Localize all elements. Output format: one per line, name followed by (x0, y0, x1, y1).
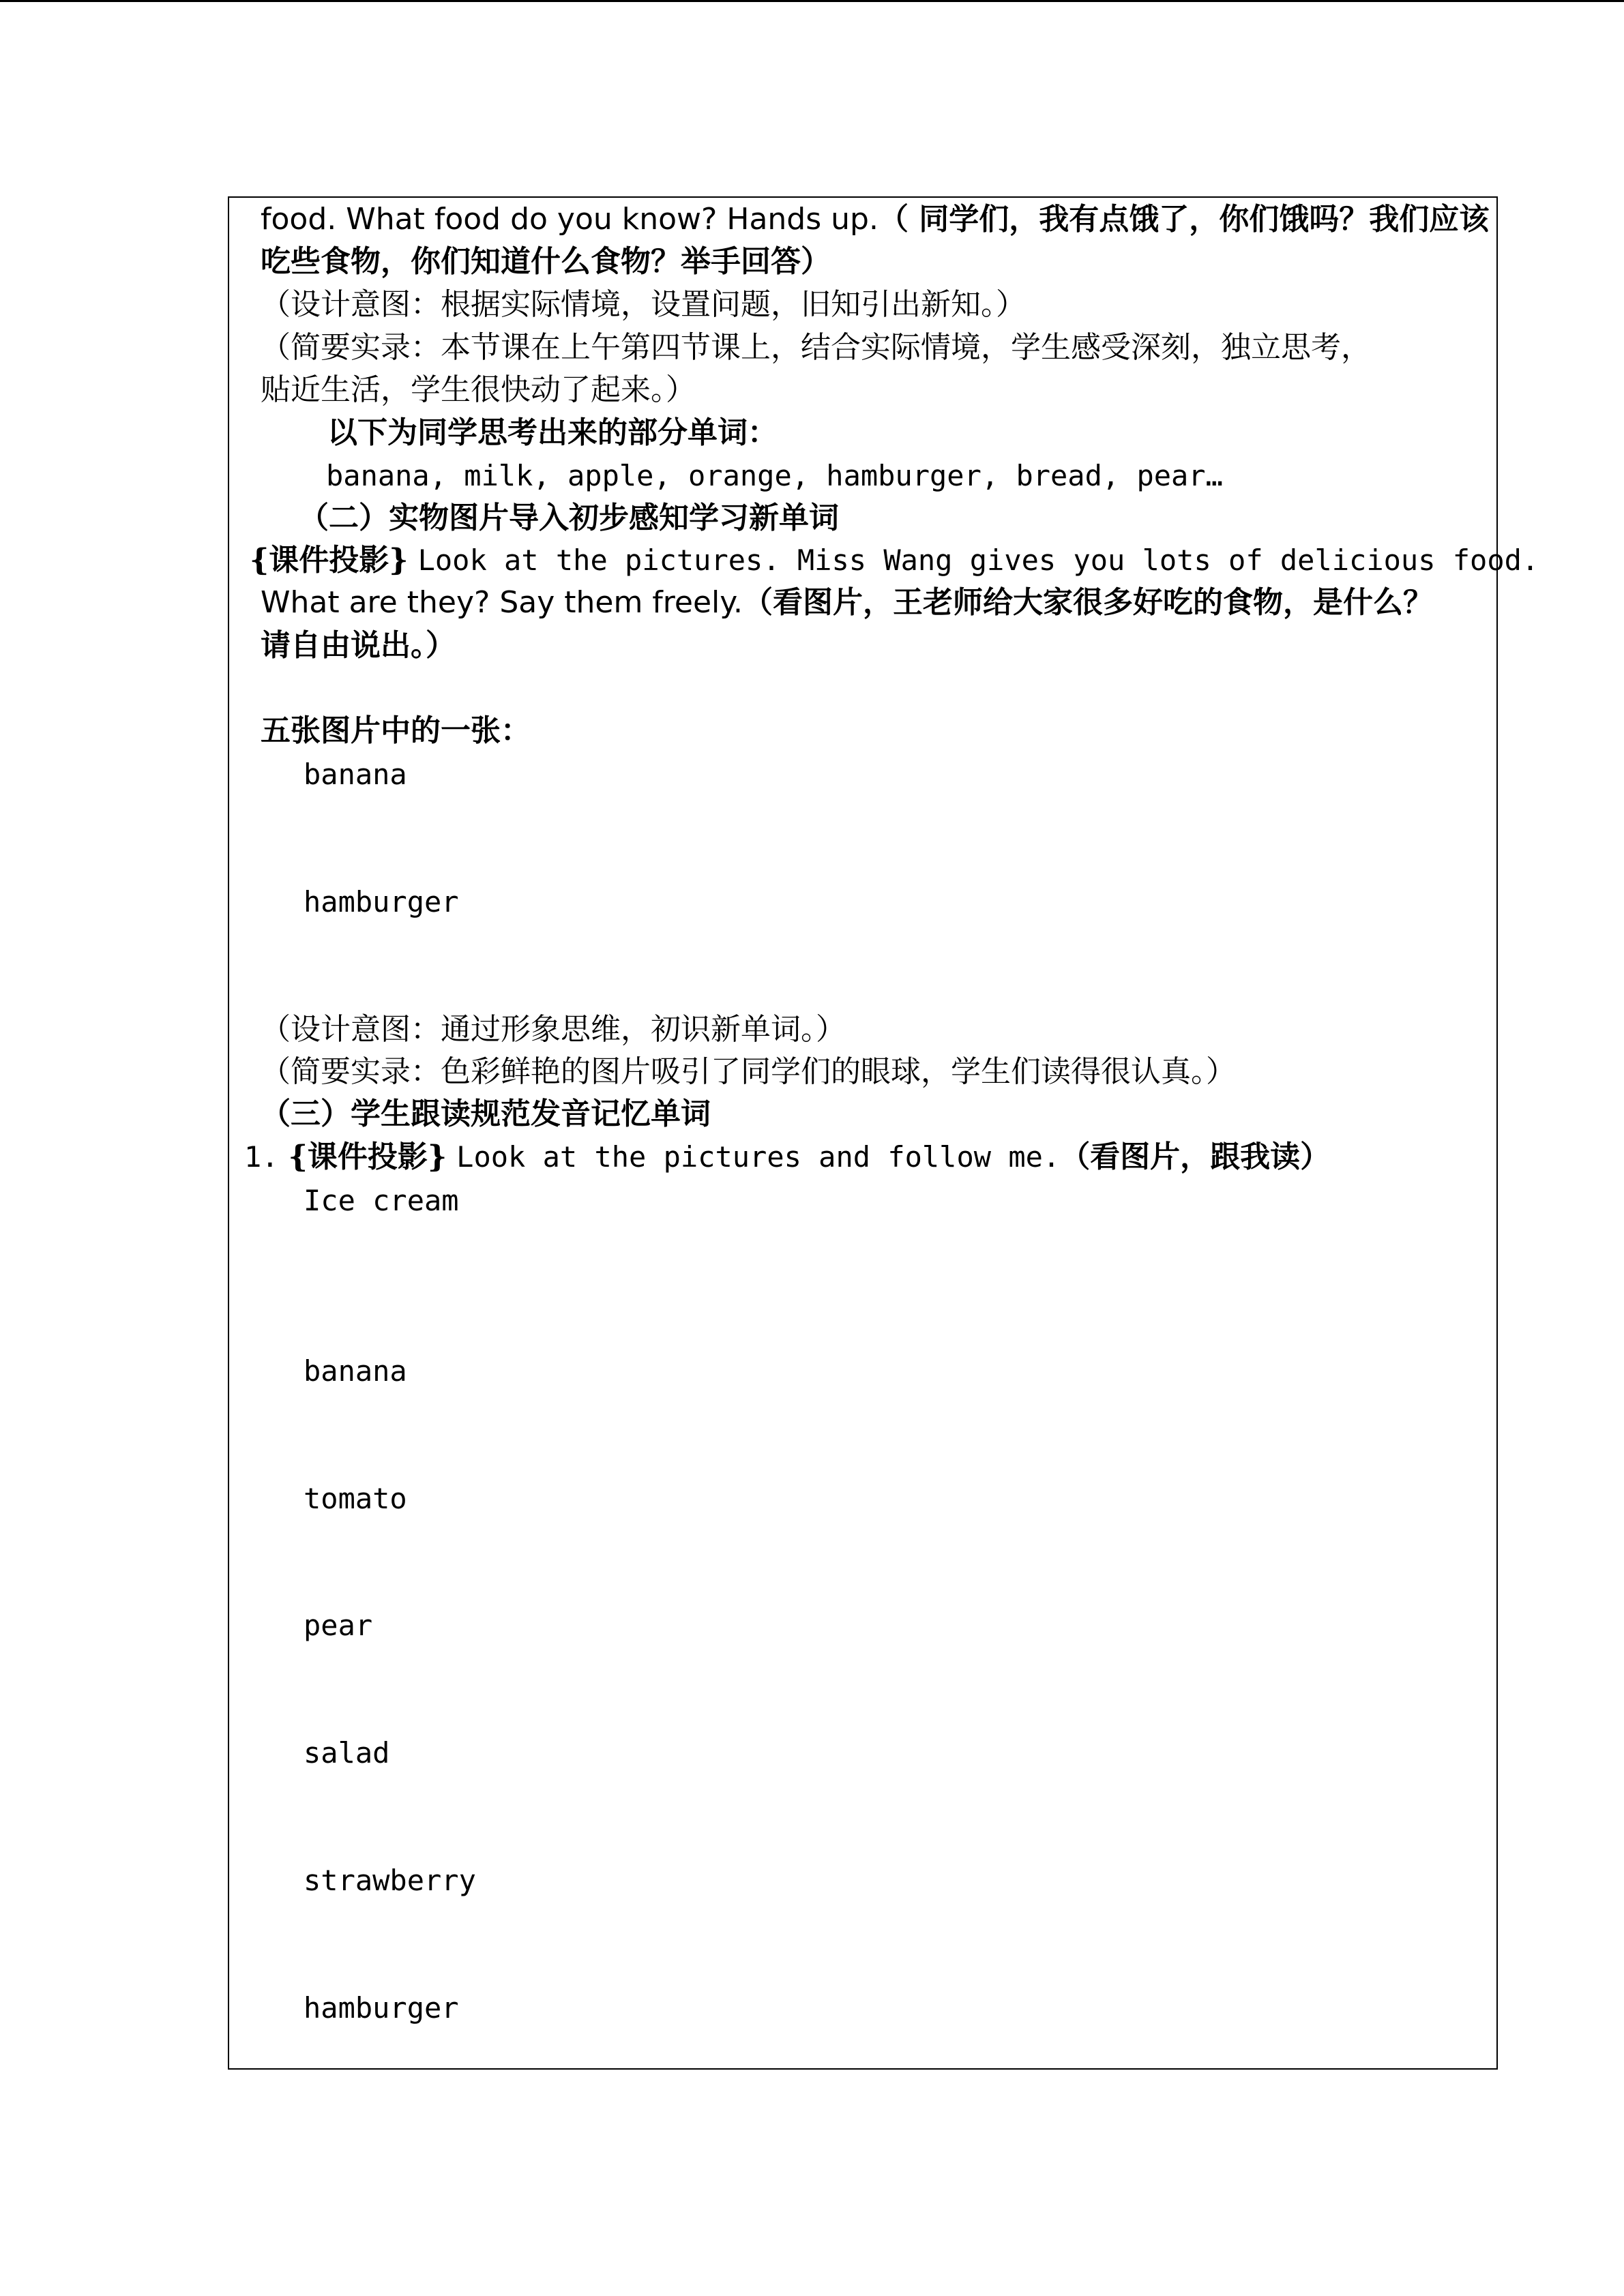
section3-item-1 (244, 1139, 1331, 1174)
word-hamburger-2: hamburger (304, 1991, 459, 2025)
word-strawberry: strawberry (304, 1864, 476, 1897)
intro-design-intent: （设计意图：根据实际情境，设置问题，旧知引出新知。） (261, 287, 1026, 322)
section2-projection-line-1 (250, 543, 1539, 578)
word-tomato: tomato (304, 1482, 407, 1515)
student-words-label: 以下为同学思考出来的部分单词： (327, 415, 778, 450)
word-ice-cream: Ice cream (304, 1184, 459, 1217)
section2-heading: （二）实物图片导入初步感知学习新单词 (299, 501, 839, 535)
word-banana: banana (304, 758, 407, 791)
section2-projection-en: Look at the pictures. Miss Wang gives you lots of delicious food. (417, 543, 1539, 577)
section3-item-1-en: Look at the pictures and follow me. (456, 1140, 1061, 1174)
section2-record: （简要实录：色彩鲜艳的图片吸引了同学们的眼球，学生们读得很认真。） (261, 1054, 1236, 1089)
section3-item-1-cn: （看图片，跟我读） (1060, 1139, 1331, 1174)
intro-line-1-en: food. What food do you know? Hands up. (261, 202, 879, 237)
section2-design-intent: （设计意图：通过形象思维，初识新单词。） (261, 1012, 846, 1047)
five-pictures-label: 五张图片中的一张： (261, 713, 531, 748)
section2-projection-line-3: 请自由说出。） (261, 628, 456, 663)
section3-item-1-tag: {课件投影} (288, 1139, 447, 1174)
intro-line-2: 吃些食物，你们知道什么食物？举手回答） (261, 244, 831, 279)
intro-line-1-cn: （ 同学们，我有点饿了，你们饿吗？我们应该 (878, 202, 1490, 237)
student-words-list: banana, milk, apple, orange, hamburger, bread, pear… (326, 459, 1223, 492)
word-banana-2: banana (304, 1354, 407, 1388)
section3-item-1-number: 1. (244, 1140, 279, 1174)
word-hamburger: hamburger (304, 885, 459, 919)
section2-projection-line-2-en: What are they? Say them freely. (261, 585, 743, 620)
word-pear: pear (304, 1609, 373, 1642)
section2-projection-tag: {课件投影} (250, 543, 409, 578)
section2-projection-line-2 (261, 585, 1434, 620)
section3-heading: （三）学生跟读规范发音记忆单词 (261, 1097, 711, 1131)
intro-record-line-1: （简要实录：本节课在上午第四节课上，结合实际情境，学生感受深刻，独立思考， (261, 330, 1371, 365)
section2-projection-line-2-cn: （看图片，王老师给大家很多好吃的食物，是什么？ (743, 585, 1434, 620)
word-salad: salad (304, 1736, 390, 1770)
intro-record-line-2: 贴近生活，学生很快动了起来。） (261, 372, 696, 407)
intro-line-1 (261, 202, 1490, 237)
page-top-border (0, 0, 1624, 2)
